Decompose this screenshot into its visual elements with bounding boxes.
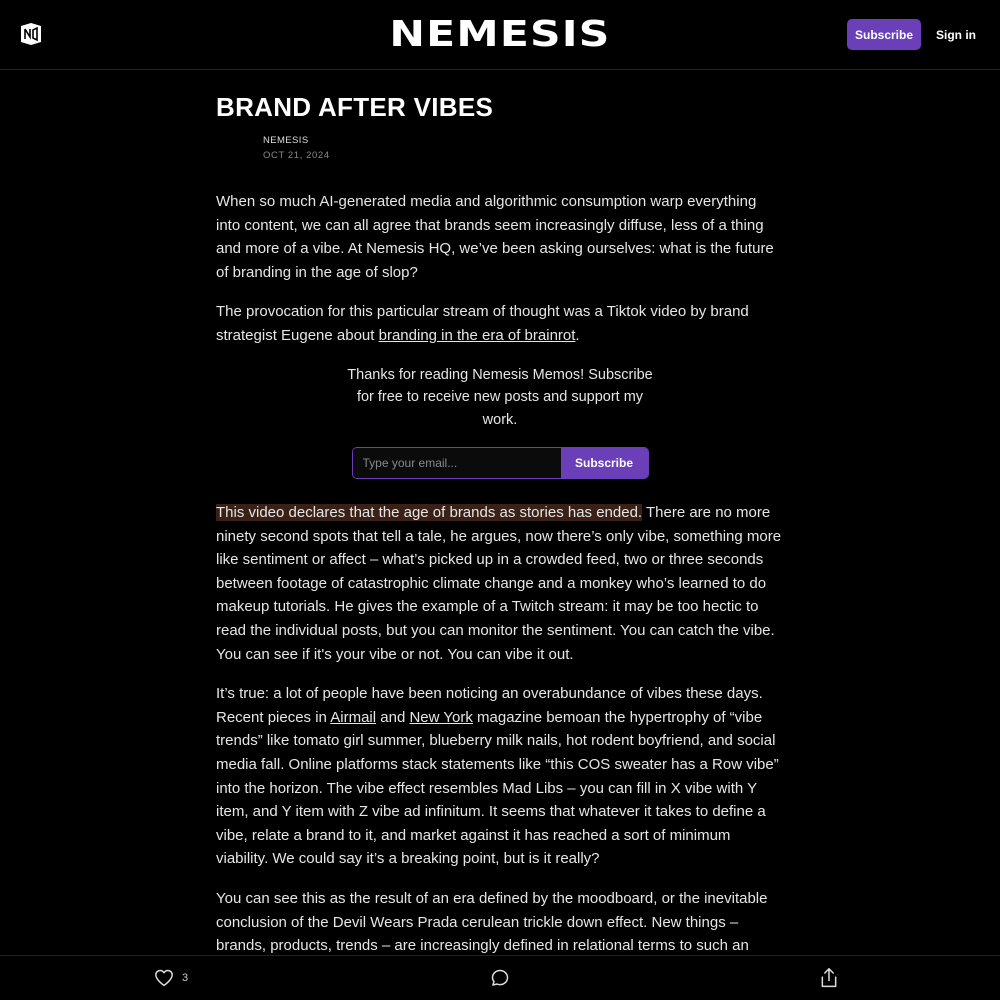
subscribe-prompt: Thanks for reading Nemesis Memos! Subscribe for free to receive new posts and support my work.: [347, 366, 653, 428]
email-input[interactable]: [353, 448, 561, 478]
post-action-bar: [0, 955, 1000, 1000]
paragraph-text: It’s true: a lot of people have been noticing an overabundance of vibes these days. Recent pieces in: [216, 685, 763, 726]
airmail-link[interactable]: Airmail: [330, 708, 377, 726]
site-wordmark[interactable]: NEMESIS: [389, 13, 611, 55]
paragraph-text: The provocation for this particular stream of thought was a Tiktok video by brand strategist Eugene about: [216, 303, 749, 344]
like-button[interactable]: [154, 968, 188, 988]
subscribe-widget: [216, 364, 784, 480]
paragraph: [216, 682, 784, 871]
comment-button[interactable]: [490, 968, 510, 988]
brainrot-video-link[interactable]: branding in the era of brainrot: [378, 326, 576, 344]
header-subscribe-button[interactable]: Subscribe: [847, 19, 921, 50]
post-title: BRAND AFTER VIBES: [216, 92, 494, 122]
highlighted-text[interactable]: This video declares that the age of brands as stories has ended.: [216, 504, 643, 522]
heart-icon: [154, 969, 174, 987]
paragraph: [216, 501, 784, 666]
post-date: OCT 21, 2024: [263, 150, 330, 161]
paragraph: [216, 300, 784, 347]
paragraph-text: and: [376, 708, 410, 726]
share-icon: [819, 967, 839, 989]
nemesis-logo-icon[interactable]: [19, 22, 43, 46]
post-body: [216, 190, 784, 981]
like-count: 3: [182, 972, 189, 984]
comment-icon: [490, 968, 510, 988]
sign-in-link[interactable]: Sign in: [936, 27, 976, 42]
post-article: [216, 70, 784, 997]
paragraph-text: magazine bemoan the hypertrophy of “vibe trends” like tomato girl summer, blueberry milk nails, hot rodent boyfriend, and social media fall. Online platforms stack statements like “this COS sweater has a Row vibe” into the horizon. The vibe effect resembles Mad Libs – you can fill in X vibe with Y item, and Y item with Z vibe ad infinitum. It seems that whatever it takes to define a vibe, relate a brand to it, and market against it has reached a sort of minimum viability. We could say it’s a breaking point, but is it really?: [216, 708, 779, 868]
subscribe-form: [352, 447, 649, 479]
paragraph: You can see this as the result of an era defined by the moodboard, or the inevitable conclusion of the Devil Wears Prada cerulean trickle down effect. New things – brands, products, trends – are increasingly defined in relational terms to such an: [216, 889, 768, 955]
new-york-link[interactable]: New York: [409, 708, 473, 726]
paragraph: When so much AI-generated media and algorithmic consumption warp everything into content, we can all agree that brands seem increasingly diffuse, less of a thing and more of a vibe. At Nemesis HQ, we’ve been asking ourselves: what is the future of branding in the age of slop?: [216, 193, 774, 281]
paragraph-text: There are no more ninety second spots that tell a tale, he argues, now there’s only vibe, something more like sentiment or affect – what’s picked up in a crowded feed, two or three seconds between footage of catastrophic climate change and a monkey who’s learned to do makeup tutorials. He gives the example of a Twitch stream: it may be too hectic to read the individual posts, but you can monitor the sentiment. You can catch the vibe. You can see if it's your vibe or not. You can vibe it out.: [216, 504, 782, 663]
paragraph-text: .: [575, 326, 580, 344]
top-navigation-bar: [0, 0, 1000, 70]
subscribe-form-button[interactable]: Subscribe: [561, 448, 648, 478]
post-byline: [216, 134, 784, 164]
share-button[interactable]: [819, 967, 839, 989]
post-author[interactable]: NEMESIS: [263, 135, 309, 146]
